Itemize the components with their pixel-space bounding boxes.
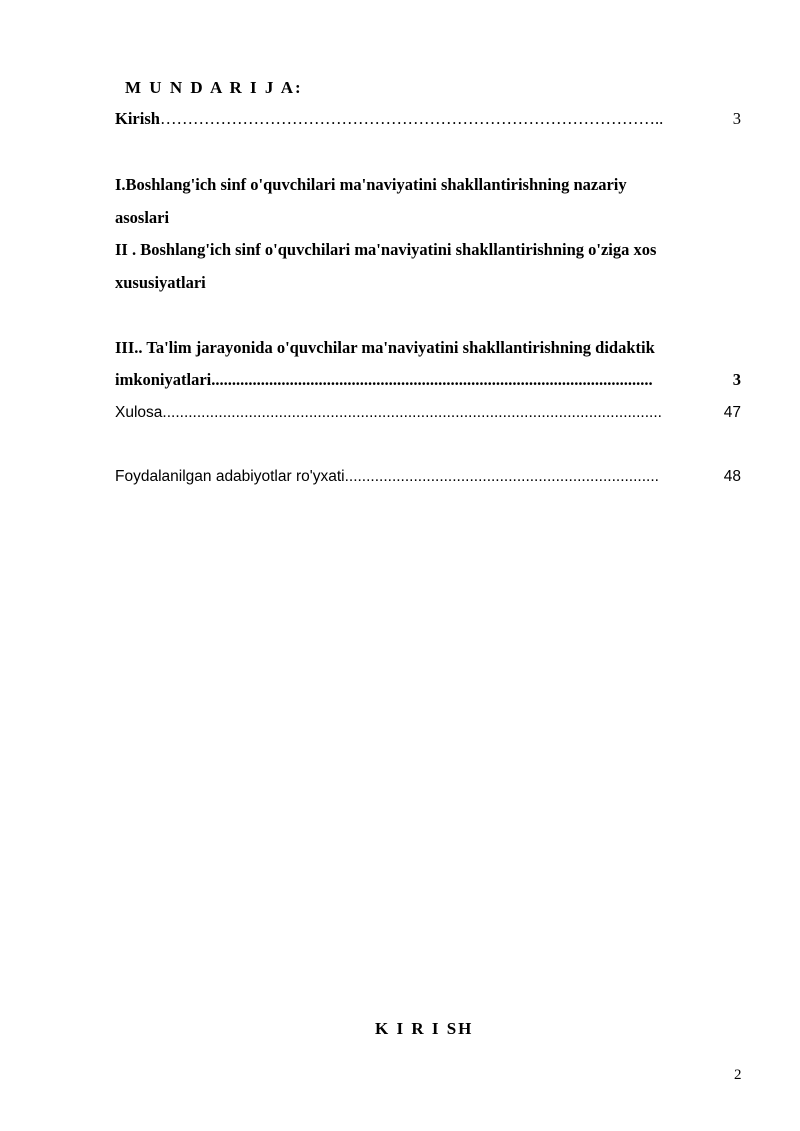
toc-entry-chapter-1-line1: I.Boshlang'ich sinf o'quvchilari ma'naviyatini shakllantirishning nazariy: [115, 175, 627, 194]
toc-leader-dots: .........................................................................: [344, 468, 659, 485]
section-title: K I R I SH: [375, 1019, 474, 1038]
toc-entry-chapter-2-line2: xususiyatlari: [115, 273, 206, 292]
toc-entry-chapter-3-line2: [115, 370, 741, 390]
toc-entry-label: Kirish: [115, 109, 160, 128]
toc-entry-page: 47: [723, 404, 741, 421]
toc-leader-dots: ....................................................................................................................: [162, 404, 662, 421]
toc-entry-chapter-3-line1: [115, 338, 741, 358]
toc-entry-label: Xulosa: [115, 404, 163, 421]
toc-entry-page: 3: [732, 109, 741, 128]
toc-leader-dots: ...........................................................................................................: [211, 370, 653, 389]
toc-leader-dots: ………………………………………………………………………………..: [159, 109, 664, 128]
toc-entry-label: Foydalanilgan adabiyotlar ro'yxati: [115, 468, 345, 485]
chapter-3-number: III.: [115, 338, 139, 357]
toc-entry-chapter-1-line2: asoslari: [115, 208, 170, 227]
toc-title: M U N D A R I J A:: [125, 78, 303, 97]
toc-entry-chapter-2-line1: II . Boshlang'ich sinf o'quvchilari ma'naviyatini shakllantirishning o'ziga xos: [115, 240, 657, 259]
toc-entry-xulosa: [115, 403, 741, 423]
toc-entry-label: imkoniyatlari: [115, 370, 212, 389]
toc-entry-kirish: [115, 109, 741, 129]
toc-entry-page: 48: [723, 468, 741, 485]
chapter-3-title: . Ta'lim jarayonida o'quvchilar ma'naviyatini shakllantirishning didaktik: [138, 338, 655, 357]
toc-entry-page: 3: [732, 370, 741, 389]
toc-entry-bibliography: [115, 467, 741, 487]
page-number: 2: [734, 1067, 742, 1083]
